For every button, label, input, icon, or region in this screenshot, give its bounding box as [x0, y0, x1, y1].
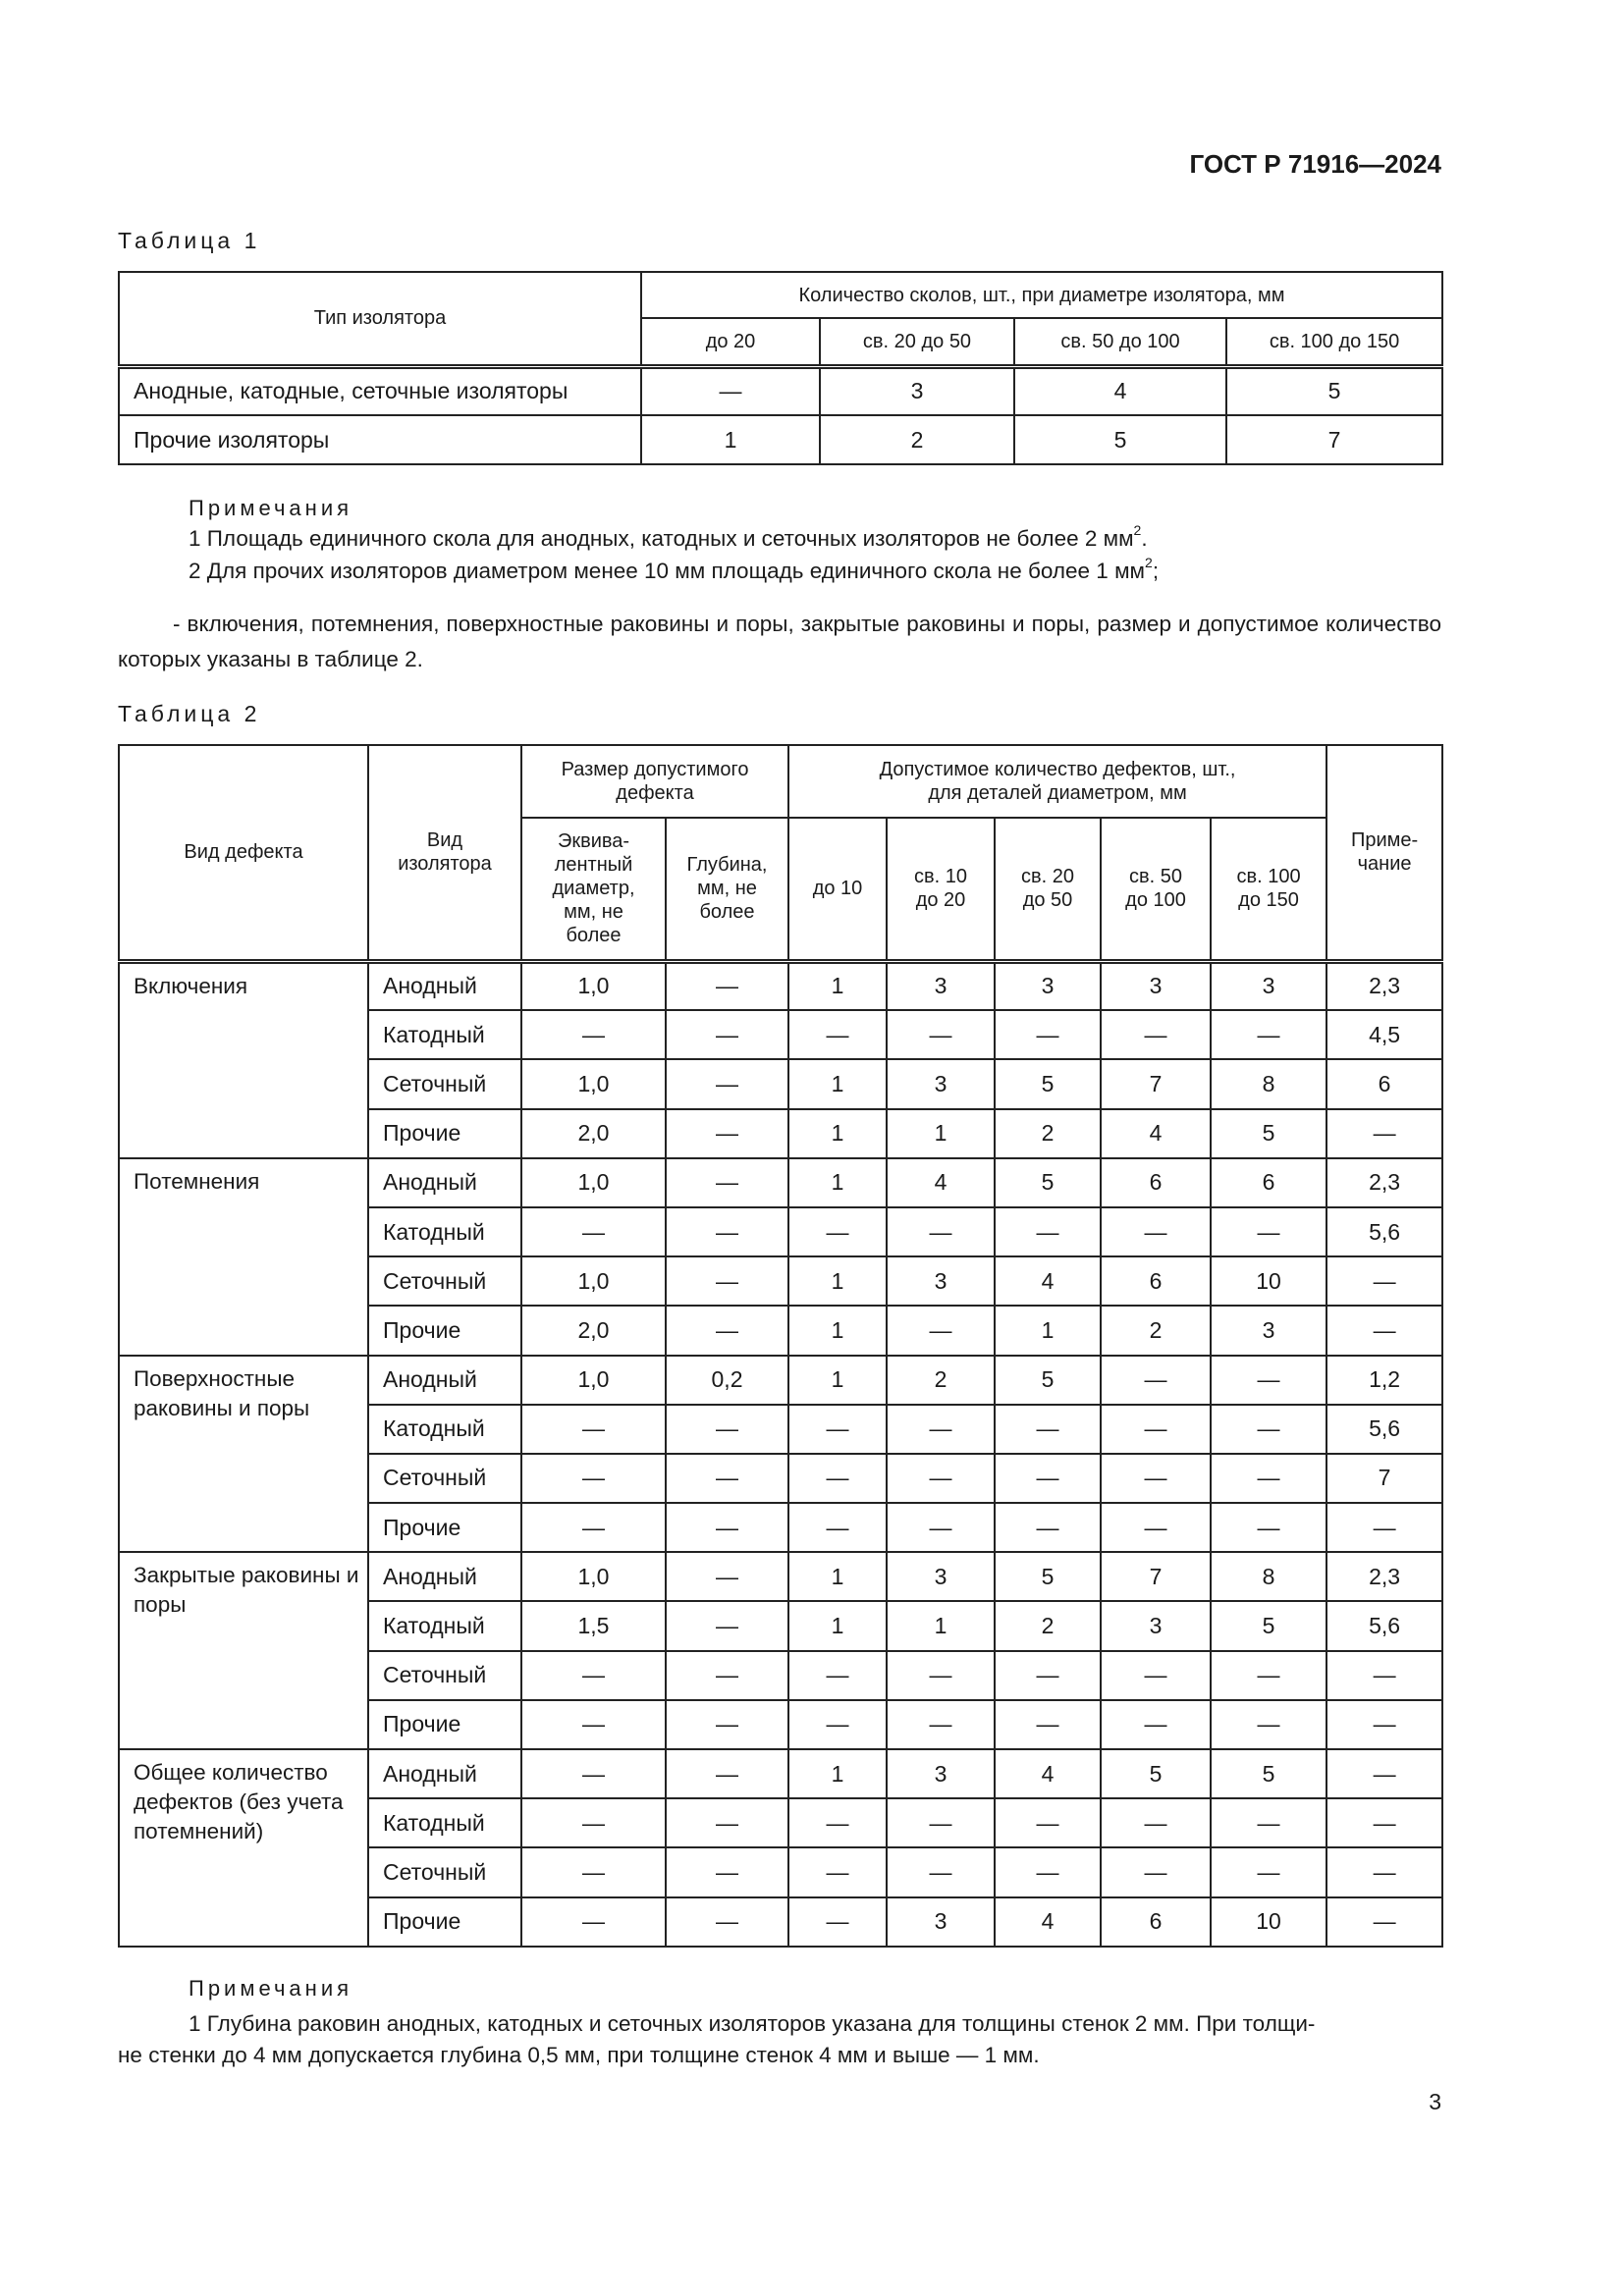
- insulator-type: Прочие: [368, 1306, 521, 1355]
- insulator-type: Сеточный: [368, 1454, 521, 1503]
- defect-type: Включения: [119, 961, 368, 1158]
- cell: —: [666, 1010, 788, 1059]
- insulator-type: Сеточный: [368, 1651, 521, 1700]
- cell: 1: [887, 1601, 995, 1650]
- cell: 1: [788, 1109, 887, 1158]
- cell: 4,5: [1326, 1010, 1442, 1059]
- insulator-type: Анодный: [368, 1749, 521, 1798]
- table2-caption: Таблица 2: [118, 701, 261, 726]
- cell: —: [995, 1405, 1101, 1454]
- cell: —: [666, 1749, 788, 1798]
- cell: 1: [788, 1552, 887, 1601]
- cell: 1: [788, 1256, 887, 1306]
- cell: 2,3: [1326, 1158, 1442, 1207]
- cell: —: [521, 1651, 666, 1700]
- insulator-type: Катодный: [368, 1601, 521, 1650]
- cell: —: [1326, 1749, 1442, 1798]
- cell: 4: [995, 1256, 1101, 1306]
- cell: —: [1326, 1798, 1442, 1847]
- note2-line1: 1 Глубина раковин анодных, катодных и сеточных изоляторов указана для толщины стенок 2 мм. При толщи-: [189, 2011, 1316, 2036]
- cell: —: [521, 1897, 666, 1947]
- insulator-type: Катодный: [368, 1010, 521, 1059]
- row-label: Прочие изоляторы: [119, 415, 641, 464]
- note1-2: [189, 555, 1160, 584]
- note-text: 1 Площадь единичного скола для анодных, катодных и сеточных изоляторов не более 2 мм: [189, 526, 1134, 551]
- table-row: [119, 1356, 1442, 1405]
- table-row: [119, 366, 1442, 415]
- cell: —: [788, 1798, 887, 1847]
- cell: 1,5: [521, 1601, 666, 1650]
- cell: 4: [1101, 1109, 1211, 1158]
- cell: 4: [1014, 366, 1226, 415]
- cell: 7: [1101, 1552, 1211, 1601]
- cell: —: [1326, 1503, 1442, 1552]
- insulator-type: Катодный: [368, 1207, 521, 1256]
- col-header-defect: Вид дефекта: [119, 745, 368, 961]
- cell: —: [1211, 1356, 1326, 1405]
- cell: 5,6: [1326, 1405, 1442, 1454]
- cell: 4: [887, 1158, 995, 1207]
- cell: 5: [995, 1059, 1101, 1108]
- cell: —: [666, 1552, 788, 1601]
- cell: —: [666, 1109, 788, 1158]
- cell: 3: [1101, 1601, 1211, 1650]
- cell: 1: [788, 1356, 887, 1405]
- cell: —: [666, 1897, 788, 1947]
- cell: —: [995, 1503, 1101, 1552]
- cell: 0,2: [666, 1356, 788, 1405]
- insulator-type: Катодный: [368, 1798, 521, 1847]
- insulator-type: Катодный: [368, 1405, 521, 1454]
- superscript: 2: [1145, 555, 1153, 570]
- cell: —: [887, 1306, 995, 1355]
- cell: —: [521, 1454, 666, 1503]
- cell: —: [666, 1798, 788, 1847]
- cell: 2,0: [521, 1306, 666, 1355]
- cell: 3: [820, 366, 1014, 415]
- cell: 3: [887, 1552, 995, 1601]
- cell: 6: [1101, 1897, 1211, 1947]
- cell: 8: [1211, 1059, 1326, 1108]
- cell: —: [1101, 1651, 1211, 1700]
- cell: 6: [1101, 1158, 1211, 1207]
- cell: —: [666, 1700, 788, 1749]
- note2-line2: не стенки до 4 мм допускается глубина 0,5 мм, при толщине стенок 4 мм и выше — 1 мм.: [118, 2043, 1040, 2067]
- cell: —: [995, 1454, 1101, 1503]
- cell: 5: [995, 1158, 1101, 1207]
- col-header-count-group: Допустимое количество дефектов, шт., для деталей диаметром, мм: [788, 745, 1326, 818]
- body-paragraph: - включения, потемнения, поверхностные раковины и поры, закрытые раковины и поры, размер и допустимое количество которых указаны в таблице 2.: [118, 612, 1441, 671]
- cell: —: [1101, 1503, 1211, 1552]
- cell: 3: [1211, 961, 1326, 1010]
- cell: 2: [820, 415, 1014, 464]
- cell: —: [887, 1207, 995, 1256]
- subcol-header: св. 20 до 50: [995, 818, 1101, 961]
- cell: —: [887, 1847, 995, 1896]
- table-row: [119, 1749, 1442, 1798]
- cell: —: [666, 1207, 788, 1256]
- defect-type: Общее количество дефектов (без учета потемнений): [119, 1749, 368, 1947]
- insulator-type: Прочие: [368, 1700, 521, 1749]
- cell: —: [666, 1059, 788, 1108]
- cell: 5: [1211, 1601, 1326, 1650]
- cell: —: [887, 1503, 995, 1552]
- cell: 3: [887, 1059, 995, 1108]
- cell: 10: [1211, 1256, 1326, 1306]
- cell: —: [1211, 1454, 1326, 1503]
- cell: —: [666, 1503, 788, 1552]
- cell: —: [1211, 1651, 1326, 1700]
- cell: 1: [788, 1158, 887, 1207]
- insulator-type: Анодный: [368, 1356, 521, 1405]
- cell: —: [788, 1700, 887, 1749]
- subcol-header: св. 100 до 150: [1211, 818, 1326, 961]
- cell: —: [995, 1207, 1101, 1256]
- cell: —: [521, 1847, 666, 1896]
- defect-type: Потемнения: [119, 1158, 368, 1356]
- cell: —: [1101, 1405, 1211, 1454]
- cell: —: [521, 1798, 666, 1847]
- cell: 4: [995, 1749, 1101, 1798]
- cell: —: [666, 1651, 788, 1700]
- cell: —: [1326, 1306, 1442, 1355]
- cell: —: [521, 1700, 666, 1749]
- cell: —: [995, 1010, 1101, 1059]
- cell: —: [788, 1405, 887, 1454]
- cell: 1: [995, 1306, 1101, 1355]
- insulator-type: Анодный: [368, 1552, 521, 1601]
- cell: 5,6: [1326, 1601, 1442, 1650]
- document-id: ГОСТ Р 71916—2024: [1189, 149, 1441, 179]
- cell: 3: [887, 1897, 995, 1947]
- row-label: Анодные, катодные, сеточные изоляторы: [119, 366, 641, 415]
- cell: —: [788, 1207, 887, 1256]
- cell: 7: [1326, 1454, 1442, 1503]
- note-text: 2 Для прочих изоляторов диаметром менее 10 мм площадь единичного скола не более 1 мм: [189, 559, 1146, 583]
- cell: 5: [995, 1356, 1101, 1405]
- defect-type: Поверхностные раковины и поры: [119, 1356, 368, 1553]
- cell: —: [788, 1651, 887, 1700]
- defect-type: Закрытые раковины и поры: [119, 1552, 368, 1749]
- cell: 1: [788, 1059, 887, 1108]
- cell: 5: [1211, 1749, 1326, 1798]
- cell: 1: [887, 1109, 995, 1158]
- cell: 1: [788, 1749, 887, 1798]
- cell: 6: [1326, 1059, 1442, 1108]
- cell: 7: [1101, 1059, 1211, 1108]
- cell: —: [1326, 1651, 1442, 1700]
- col-header-note: Приме- чание: [1326, 745, 1442, 961]
- cell: 2: [995, 1109, 1101, 1158]
- cell: —: [521, 1207, 666, 1256]
- cell: —: [521, 1405, 666, 1454]
- cell: 5: [1014, 415, 1226, 464]
- cell: —: [788, 1503, 887, 1552]
- cell: —: [995, 1651, 1101, 1700]
- cell: 4: [995, 1897, 1101, 1947]
- cell: —: [1101, 1010, 1211, 1059]
- cell: —: [788, 1897, 887, 1947]
- cell: —: [887, 1010, 995, 1059]
- cell: —: [1326, 1109, 1442, 1158]
- note1-1: [189, 522, 1148, 552]
- cell: —: [521, 1503, 666, 1552]
- cell: —: [887, 1651, 995, 1700]
- cell: —: [1101, 1356, 1211, 1405]
- table-row: [119, 1158, 1442, 1207]
- insulator-type: Сеточный: [368, 1256, 521, 1306]
- cell: 2,3: [1326, 961, 1442, 1010]
- subcol-header: до 10: [788, 818, 887, 961]
- subcol-header: св. 10 до 20: [887, 818, 995, 961]
- subcol-header: св. 20 до 50: [820, 318, 1014, 366]
- cell: 3: [887, 1256, 995, 1306]
- cell: 2,3: [1326, 1552, 1442, 1601]
- cell: 5: [1101, 1749, 1211, 1798]
- cell: —: [887, 1405, 995, 1454]
- cell: 10: [1211, 1897, 1326, 1947]
- table-row: [119, 1552, 1442, 1601]
- cell: 3: [1211, 1306, 1326, 1355]
- cell: —: [1326, 1847, 1442, 1896]
- cell: —: [1211, 1847, 1326, 1896]
- cell: 5,6: [1326, 1207, 1442, 1256]
- cell: 6: [1211, 1158, 1326, 1207]
- cell: —: [666, 1158, 788, 1207]
- table2: [118, 744, 1443, 1948]
- cell: —: [666, 961, 788, 1010]
- cell: —: [1101, 1207, 1211, 1256]
- cell: —: [666, 1405, 788, 1454]
- table1: [118, 271, 1443, 465]
- insulator-type: Прочие: [368, 1503, 521, 1552]
- cell: —: [887, 1454, 995, 1503]
- insulator-type: Анодный: [368, 961, 521, 1010]
- cell: —: [1211, 1405, 1326, 1454]
- insulator-type: Сеточный: [368, 1059, 521, 1108]
- cell: —: [995, 1798, 1101, 1847]
- cell: —: [1326, 1256, 1442, 1306]
- cell: 1,0: [521, 1256, 666, 1306]
- cell: 3: [995, 961, 1101, 1010]
- cell: 1,0: [521, 1356, 666, 1405]
- cell: 5: [1226, 366, 1442, 415]
- cell: —: [1211, 1010, 1326, 1059]
- cell: 1: [788, 1601, 887, 1650]
- notes2-title: Примечания: [189, 1976, 353, 2001]
- cell: 1: [788, 961, 887, 1010]
- col-header-insulator: Вид изолятора: [368, 745, 521, 961]
- table-row: [119, 415, 1442, 464]
- cell: —: [1101, 1798, 1211, 1847]
- cell: 3: [887, 961, 995, 1010]
- cell: 1,0: [521, 1552, 666, 1601]
- cell: 1,0: [521, 1059, 666, 1108]
- subcol-header: св. 100 до 150: [1226, 318, 1442, 366]
- cell: 5: [995, 1552, 1101, 1601]
- cell: —: [1211, 1700, 1326, 1749]
- cell: —: [666, 1454, 788, 1503]
- cell: —: [788, 1010, 887, 1059]
- cell: —: [1211, 1503, 1326, 1552]
- subcol-header: Эквива- лентный диаметр, мм, не более: [521, 818, 666, 961]
- superscript: 2: [1133, 522, 1142, 538]
- insulator-type: Прочие: [368, 1897, 521, 1947]
- cell: —: [788, 1847, 887, 1896]
- cell: —: [1211, 1207, 1326, 1256]
- page-number: 3: [1429, 2089, 1441, 2114]
- cell: 2: [995, 1601, 1101, 1650]
- cell: 2: [887, 1356, 995, 1405]
- cell: 3: [887, 1749, 995, 1798]
- cell: —: [1326, 1897, 1442, 1947]
- cell: 2: [1101, 1306, 1211, 1355]
- cell: —: [1101, 1847, 1211, 1896]
- cell: —: [887, 1700, 995, 1749]
- subcol-header: св. 50 до 100: [1014, 318, 1226, 366]
- cell: 1: [788, 1306, 887, 1355]
- cell: —: [1101, 1454, 1211, 1503]
- cell: 5: [1211, 1109, 1326, 1158]
- subcol-header: св. 50 до 100: [1101, 818, 1211, 961]
- col-header-type: Тип изолятора: [119, 272, 641, 366]
- cell: 7: [1226, 415, 1442, 464]
- table1-caption: Таблица 1: [118, 228, 261, 253]
- cell: —: [1211, 1798, 1326, 1847]
- cell: 2,0: [521, 1109, 666, 1158]
- insulator-type: Сеточный: [368, 1847, 521, 1896]
- table-row: [119, 961, 1442, 1010]
- cell: —: [521, 1749, 666, 1798]
- col-header-size-group: Размер допустимого дефекта: [521, 745, 788, 818]
- cell: 3: [1101, 961, 1211, 1010]
- cell: —: [1326, 1700, 1442, 1749]
- note-end: ;: [1152, 559, 1160, 583]
- cell: —: [995, 1847, 1101, 1896]
- cell: —: [788, 1454, 887, 1503]
- subcol-header: до 20: [641, 318, 820, 366]
- insulator-type: Прочие: [368, 1109, 521, 1158]
- cell: 1,0: [521, 1158, 666, 1207]
- insulator-type: Анодный: [368, 1158, 521, 1207]
- cell: —: [666, 1256, 788, 1306]
- cell: 1,0: [521, 961, 666, 1010]
- cell: 8: [1211, 1552, 1326, 1601]
- subcol-header: Глубина, мм, не более: [666, 818, 788, 961]
- cell: —: [887, 1798, 995, 1847]
- notes1-title: Примечания: [189, 496, 353, 520]
- cell: —: [995, 1700, 1101, 1749]
- cell: —: [666, 1601, 788, 1650]
- cell: —: [1101, 1700, 1211, 1749]
- cell: 6: [1101, 1256, 1211, 1306]
- cell: 1: [641, 415, 820, 464]
- cell: —: [521, 1010, 666, 1059]
- cell: 1,2: [1326, 1356, 1442, 1405]
- cell: —: [641, 366, 820, 415]
- cell: —: [666, 1306, 788, 1355]
- col-header-group: Количество сколов, шт., при диаметре изолятора, мм: [641, 272, 1442, 318]
- note-end: .: [1141, 526, 1148, 551]
- cell: —: [666, 1847, 788, 1896]
